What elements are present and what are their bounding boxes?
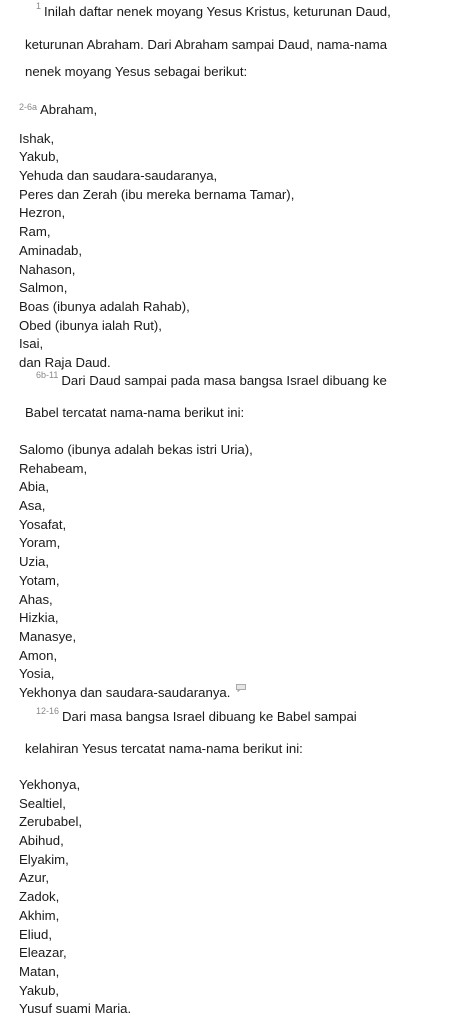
list-item: Yosia,: [19, 666, 55, 682]
list-item: Boas (ibunya adalah Rahab),: [19, 298, 190, 314]
list-item: Salomo (ibunya adalah bekas istri Uria),: [19, 442, 253, 457]
list-item: Amon,: [19, 647, 58, 663]
list-item: Sealtiel,: [19, 795, 66, 811]
list-item: Aminadab,: [19, 242, 83, 258]
list-item-text: Abraham,: [40, 102, 98, 117]
list-item: Abihud,: [19, 833, 64, 849]
list-item: Yekhonya,: [19, 777, 81, 792]
list-item: Abia,: [19, 479, 50, 495]
paragraph-line: kelahiran Yesus tercatat nama-nama berikut ini:: [25, 741, 303, 756]
list-item: Obed (ibunya ialah Rut),: [19, 317, 162, 333]
genealogy-list-david-to-exile: [19, 441, 253, 703]
list-item: [19, 684, 253, 703]
list-item: Uzia,: [19, 554, 50, 570]
list-item: Salmon,: [19, 280, 68, 296]
verse-number: 2-6a: [19, 102, 38, 112]
paragraph-text: Dari Daud sampai pada masa bangsa Israel dibuang ke: [61, 373, 387, 388]
list-item: Yosafat,: [19, 516, 67, 532]
paragraph-line: Babel tercatat nama-nama berikut ini:: [25, 405, 245, 420]
list-item: Matan,: [19, 963, 60, 979]
list-item: Ishak,: [19, 130, 55, 146]
list-item: Ram,: [19, 224, 51, 240]
paragraph-text: Dari masa bangsa Israel dibuang ke Babel sampai: [62, 709, 357, 724]
list-item: Rehabeam,: [19, 460, 88, 476]
list-item: Yakub,: [19, 149, 60, 165]
list-item: Asa,: [19, 498, 46, 514]
list-item: Azur,: [19, 870, 50, 886]
paragraph-line: [36, 370, 387, 388]
list-item: dan Raja Daud.: [19, 354, 111, 370]
verse-number: 6b-11: [36, 370, 59, 380]
list-item: Eleazar,: [19, 945, 67, 961]
list-item: Hezron,: [19, 205, 66, 221]
verse-number: 12-16: [36, 706, 60, 716]
list-item: [19, 101, 294, 120]
list-item: Isai,: [19, 336, 44, 352]
list-item: Yehuda dan saudara-saudaranya,: [19, 168, 218, 184]
list-item: Yotam,: [19, 572, 60, 588]
list-item: Eliud,: [19, 926, 52, 942]
paragraph-line: [36, 1, 391, 19]
paragraph-text: Inilah daftar nenek moyang Yesus Kristus, keturunan Daud,: [44, 4, 391, 19]
list-item: Elyakim,: [19, 851, 69, 867]
list-item: Yakub,: [19, 982, 60, 998]
genealogy-list-exile-to-jesus: [19, 776, 131, 1019]
paragraph-line: nenek moyang Yesus sebagai berikut:: [25, 64, 248, 79]
list-item: Zerubabel,: [19, 814, 83, 830]
paragraph-line: keturunan Abraham. Dari Abraham sampai Daud, nama-nama: [25, 37, 388, 52]
list-item: Yoram,: [19, 535, 61, 551]
paragraph-line: [36, 706, 357, 724]
list-item: Nahason,: [19, 261, 76, 277]
list-item: Hizkia,: [19, 610, 59, 626]
comment-icon[interactable]: [236, 679, 246, 687]
list-item: Ahas,: [19, 591, 53, 607]
list-item: Zadok,: [19, 889, 60, 905]
list-item: Yusuf suami Maria.: [19, 1001, 132, 1017]
list-item: Peres dan Zerah (ibu mereka bernama Tamar),: [19, 186, 295, 202]
verse-number: 1: [36, 1, 42, 11]
genealogy-list-abraham-to-david: [19, 101, 294, 373]
list-item: Akhim,: [19, 907, 60, 923]
list-item-text: Yekhonya dan saudara-saudaranya.: [19, 684, 231, 700]
list-item: Manasye,: [19, 628, 77, 644]
